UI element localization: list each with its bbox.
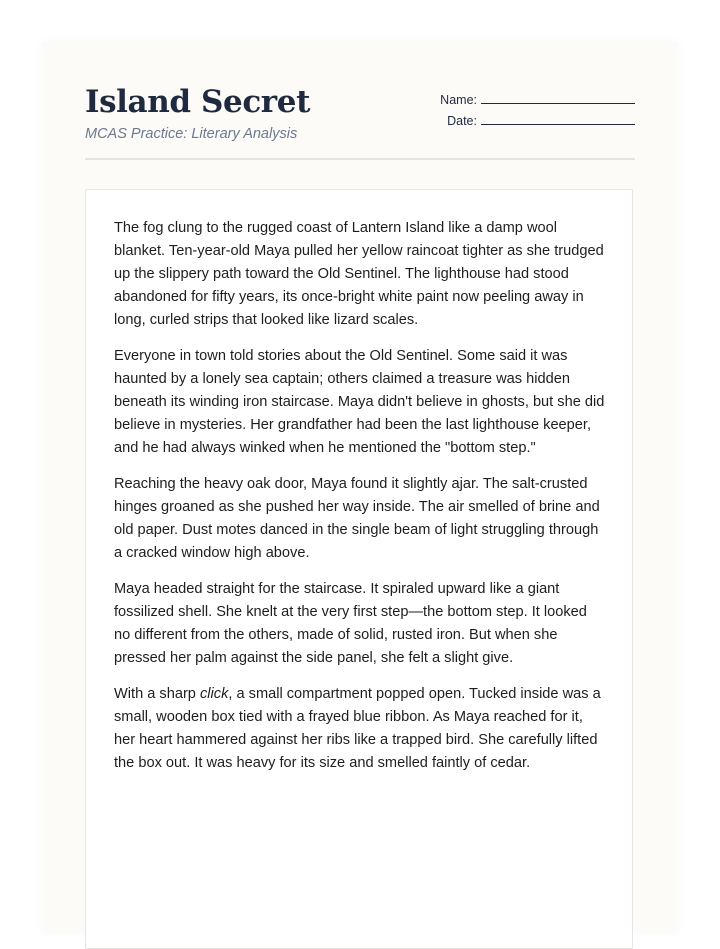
reading-passage (85, 189, 633, 949)
name-label: Name: (440, 93, 477, 107)
emphasized-word: click (199, 686, 229, 702)
worksheet-page (42, 42, 678, 932)
date-field[interactable] (481, 123, 635, 125)
passage-paragraph: Reaching the heavy oak door, Maya found it slightly ajar. The salt-crusted hinges groaned as she pushed her way inside. The air smelled of brine and old paper. Dust motes danced in the single beam of light struggling through a cracked window high above. (114, 476, 600, 561)
header-divider (85, 158, 635, 160)
date-row (415, 107, 635, 128)
date-label: Date: (447, 114, 477, 128)
passage-paragraph: The fog clung to the rugged coast of Lantern Island like a damp wool blanket. Ten-year-old Maya pulled her yellow raincoat tighter as she trudged up the slippery path toward the Old Sentinel. The lighthouse had stood abandoned for fifty years, its once-bright white paint now peeling away in long, curled strips that looked like lizard scales. (114, 220, 604, 328)
passage-paragraph: Everyone in town told stories about the Old Sentinel. Some said it was haunted by a lonely sea captain; others claimed a treasure was hidden beneath its winding iron staircase. Maya didn't believe in ghosts, but she did believe in mysteries. Her grandfather had been the last lighthouse keeper, and he had always winked when he mentioned the "bottom step." (114, 348, 605, 456)
student-info (415, 86, 635, 128)
passage-paragraph: Maya headed straight for the staircase. It spiraled upward like a giant fossilized shell. She knelt at the very first step—the bottom step. It looked no different from the others, made of solid, rusted iron. But when she pressed her palm against the side panel, she felt a slight give. (114, 581, 587, 666)
page-subtitle: MCAS Practice: Literary Analysis (85, 126, 298, 142)
passage-text: , a small compartment popped open. Tucked inside was a small, wooden box tied with a frayed blue ribbon. As Maya reached for it, her heart hammered against her ribs like a trapped bird. She carefully lifted the box out. It was heavy for its size and smelled faintly of cedar. (114, 686, 601, 771)
name-row (415, 86, 635, 107)
name-field[interactable] (481, 102, 635, 104)
page-title: Island Secret (85, 84, 310, 120)
passage-text: With a sharp (114, 686, 200, 702)
passage-paragraph (114, 683, 605, 775)
